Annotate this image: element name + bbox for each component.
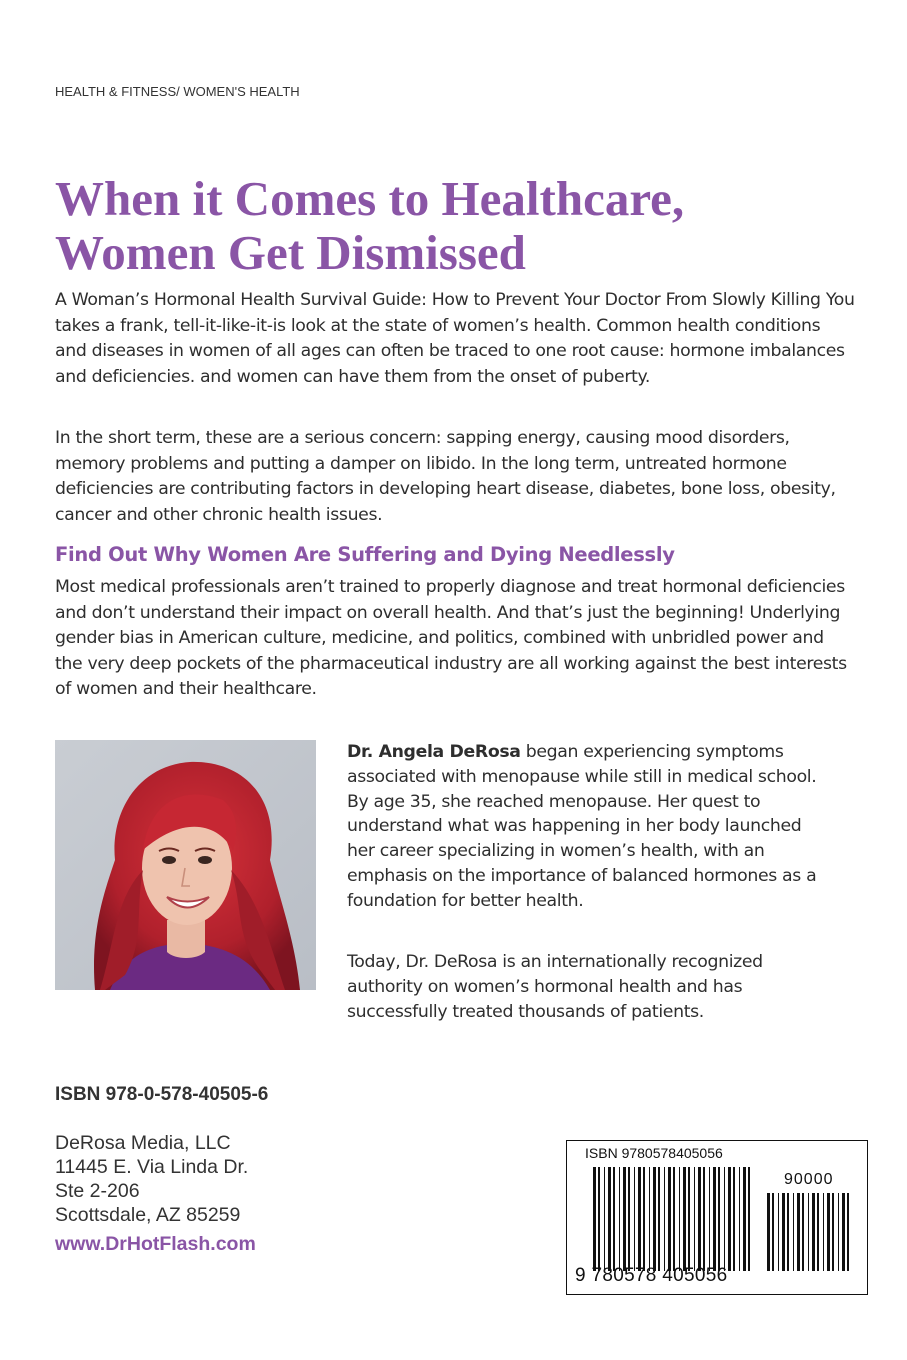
barcode-bar — [688, 1167, 690, 1271]
barcode-bar — [698, 1167, 701, 1271]
barcode-bar — [797, 1193, 800, 1271]
author-portrait-illustration — [55, 740, 316, 990]
barcode-bar — [643, 1167, 645, 1271]
barcode-group-1: 780578 — [591, 1265, 657, 1286]
barcode-bar — [778, 1193, 779, 1271]
barcode-bar — [679, 1167, 680, 1271]
barcode-digits — [575, 1265, 727, 1287]
medical-professionals-paragraph: Most medical professionals aren’t trained to properly diagnose and treat hormonal deficiencies and don’t understand their impact on overall health. And that’s just the beginning! Underlying gender bias in American culture, medicine, and politics, combined with unbridled power and the very deep pockets of the pharmaceutical industry are all working against the best interests of women and their healthcare. — [55, 577, 847, 699]
barcode-box — [566, 1140, 868, 1295]
barcode-bar — [793, 1193, 794, 1271]
barcode-bar — [817, 1193, 819, 1271]
headline-line-2: Women Get Dismissed — [55, 225, 526, 280]
barcode-bar — [739, 1167, 740, 1271]
barcode-bar — [623, 1167, 626, 1271]
barcode-bar — [613, 1167, 615, 1271]
barcode-first-digit: 9 — [575, 1265, 586, 1286]
website-link[interactable]: www.DrHotFlash.com — [55, 1233, 256, 1255]
barcode-bar — [827, 1193, 830, 1271]
author-photo — [55, 740, 316, 990]
barcode-isbn-text: ISBN 9780578405056 — [585, 1145, 723, 1161]
barcode-bar — [709, 1167, 710, 1271]
author-bio-text: began experiencing symptoms associated with menopause while still in medical school. By age 35, she reached menopause. Her quest to understand what was happening in her body launched her career specializing in women’s health, with an emphasis on the importance of balanced hormones as a foundation for better health. — [347, 742, 817, 911]
publisher-address — [55, 1131, 248, 1227]
barcode-group-2: 405056 — [662, 1265, 728, 1286]
barcode-bar — [838, 1193, 839, 1271]
barcode-bar — [673, 1167, 675, 1271]
author-bio-paragraph — [347, 740, 817, 914]
barcode-bar — [728, 1167, 731, 1271]
barcode-bar — [808, 1193, 809, 1271]
barcode-bar — [634, 1167, 635, 1271]
barcode-bar — [703, 1167, 705, 1271]
barcode-bar — [668, 1167, 671, 1271]
barcode-bar — [604, 1167, 605, 1271]
isbn-line: ISBN 978-0-578-40505-6 — [55, 1084, 269, 1105]
section-subhead: Find Out Why Women Are Suffering and Dying Needlessly — [55, 543, 675, 566]
barcode-bar — [823, 1193, 824, 1271]
barcode-bar — [772, 1193, 774, 1271]
intro-paragraph: A Woman’s Hormonal Health Survival Guide: How to Prevent Your Doctor From Slowly Killing You takes a frank, tell-it-like-it-is look at the state of women’s health. Common health conditions and diseases in women of all ages can often be traced to one root cause: hormone imbalances and deficiencies. and women can have them from the onset of puberty. — [55, 290, 855, 387]
barcode-bar — [718, 1167, 720, 1271]
barcode-bar — [658, 1167, 660, 1271]
barcode-bar — [638, 1167, 641, 1271]
headline-line-1: When it Comes to Healthcare, — [55, 171, 685, 226]
barcode-bar — [649, 1167, 650, 1271]
barcode-bar — [653, 1167, 656, 1271]
barcode-bar — [694, 1167, 695, 1271]
barcode-bar — [619, 1167, 620, 1271]
barcode-bar — [608, 1167, 611, 1271]
barcode-bar — [847, 1193, 849, 1271]
barcode-bar — [733, 1167, 735, 1271]
author-name: Dr. Angela DeRosa — [347, 742, 521, 762]
publisher-name: DeRosa Media, LLC — [55, 1132, 231, 1154]
category-label: HEALTH & FITNESS/ WOMEN'S HEALTH — [55, 84, 300, 99]
barcode-bar — [812, 1193, 815, 1271]
barcode-bar — [787, 1193, 789, 1271]
short-term-paragraph: In the short term, these are a serious concern: sapping energy, causing mood disorders, memory problems and putting a damper on libido. In the long term, untreated hormone deficiencies are contributing factors in developing heart disease, diabetes, bone loss, obesity, cancer and other chronic health issues. — [55, 428, 836, 525]
barcode-bar — [628, 1167, 630, 1271]
barcode-bar — [767, 1193, 770, 1271]
barcode-bar — [842, 1193, 845, 1271]
barcode-bar — [683, 1167, 686, 1271]
barcode-bar — [724, 1167, 725, 1271]
headline — [55, 172, 875, 280]
barcode-bar — [832, 1193, 834, 1271]
barcode-bar — [802, 1193, 804, 1271]
publisher-city: Scottsdale, AZ 85259 — [55, 1204, 241, 1226]
author-recognition-paragraph: Today, Dr. DeRosa is an internationally recognized authority on women’s hormonal health and has successfully treated thousands of patients. — [347, 952, 763, 1022]
barcode-bar — [598, 1167, 600, 1271]
barcode-bar — [743, 1167, 746, 1271]
barcode-price-code: 90000 — [784, 1171, 834, 1188]
publisher-street: 11445 E. Via Linda Dr. — [55, 1156, 249, 1178]
barcode-bar — [593, 1167, 596, 1271]
barcode-bar — [664, 1167, 665, 1271]
barcode-bar — [748, 1167, 750, 1271]
publisher-suite: Ste 2-206 — [55, 1180, 140, 1202]
barcode-bar — [713, 1167, 716, 1271]
barcode-bar — [782, 1193, 785, 1271]
